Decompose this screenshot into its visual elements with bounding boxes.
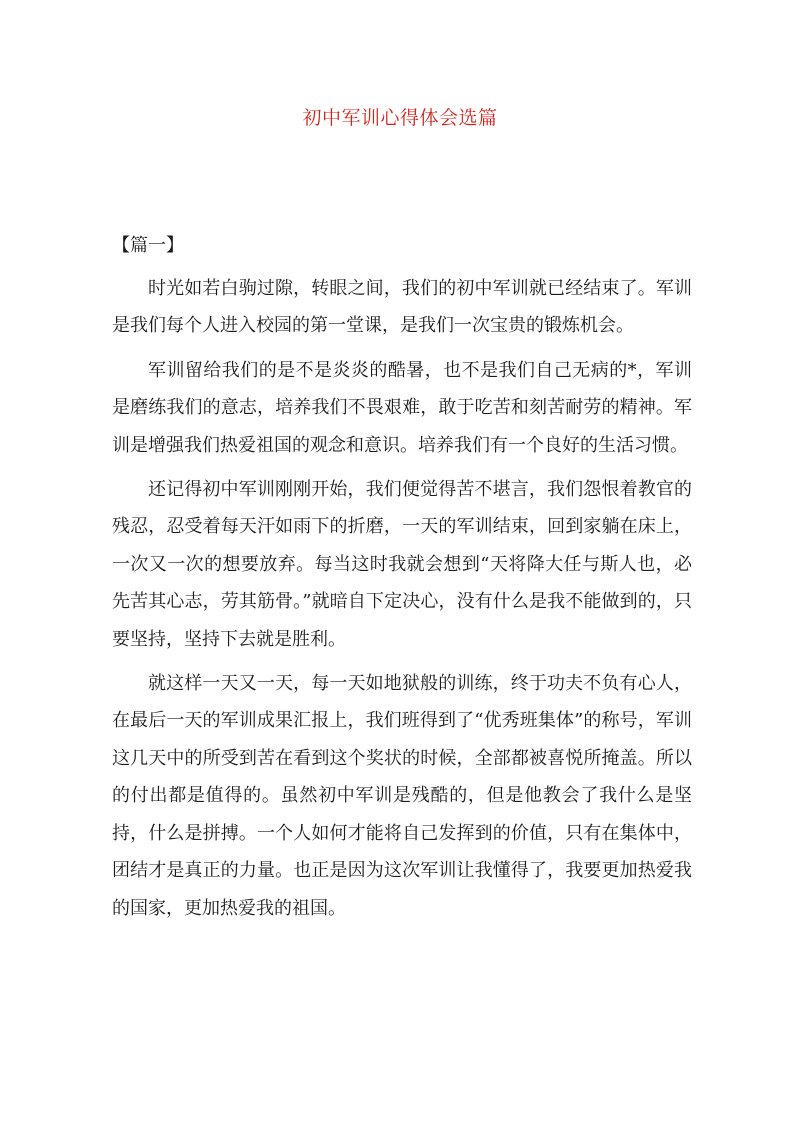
section-heading: 【篇一】: [112, 235, 184, 256]
document-title: 初中军训心得体会选篇: [302, 107, 498, 129]
paragraph: 军训留给我们的是不是炎炎的酷暑，也不是我们自己无病的*，军训是磨练我们的意志，培养我们不畏艰难，敢于吃苦和刻苦耐劳的精神。军训是增强我们热爱祖国的观念和意识。培养我们有一个良好的生活习惯。: [112, 359, 692, 456]
paragraph: 就这样一天又一天，每一天如地狱般的训练，终于功夫不负有心人，在最后一天的军训成果汇报上，我们班得到了“优秀班集体”的称号，军训这几天中的所受到苦在看到这个奖状的时候，全部都被喜悦所掩盖。所以的付出都是值得的。虽然初中军训是残酷的，但是他教会了我什么是坚持，什么是拼搏。一个人如何才能将自己发挥到的价值，只有在集体中，团结才是真正的力量。也正是因为这次军训让我懂得了，我要更加热爱我的国家，更加热爱我的祖国。: [112, 673, 692, 919]
paragraph: 时光如若白驹过隙，转眼之间，我们的初中军训就已经结束了。军训是我们每个人进入校园的第一堂课，是我们一次宝贵的锻炼机会。: [112, 278, 692, 337]
paragraph: 还记得初中军训刚刚开始，我们便觉得苦不堪言，我们怨恨着教官的残忍，忍受着每天汗如雨下的折磨，一天的军训结束，回到家躺在床上，一次又一次的想要放弃。每当这时我就会想到“天将降大任与斯人也，必先苦其心志，劳其筋骨。”就暗自下定决心，没有什么是我不能做到的，只要坚持，坚持下去就是胜利。: [112, 479, 692, 650]
document-body: [112, 270, 692, 934]
